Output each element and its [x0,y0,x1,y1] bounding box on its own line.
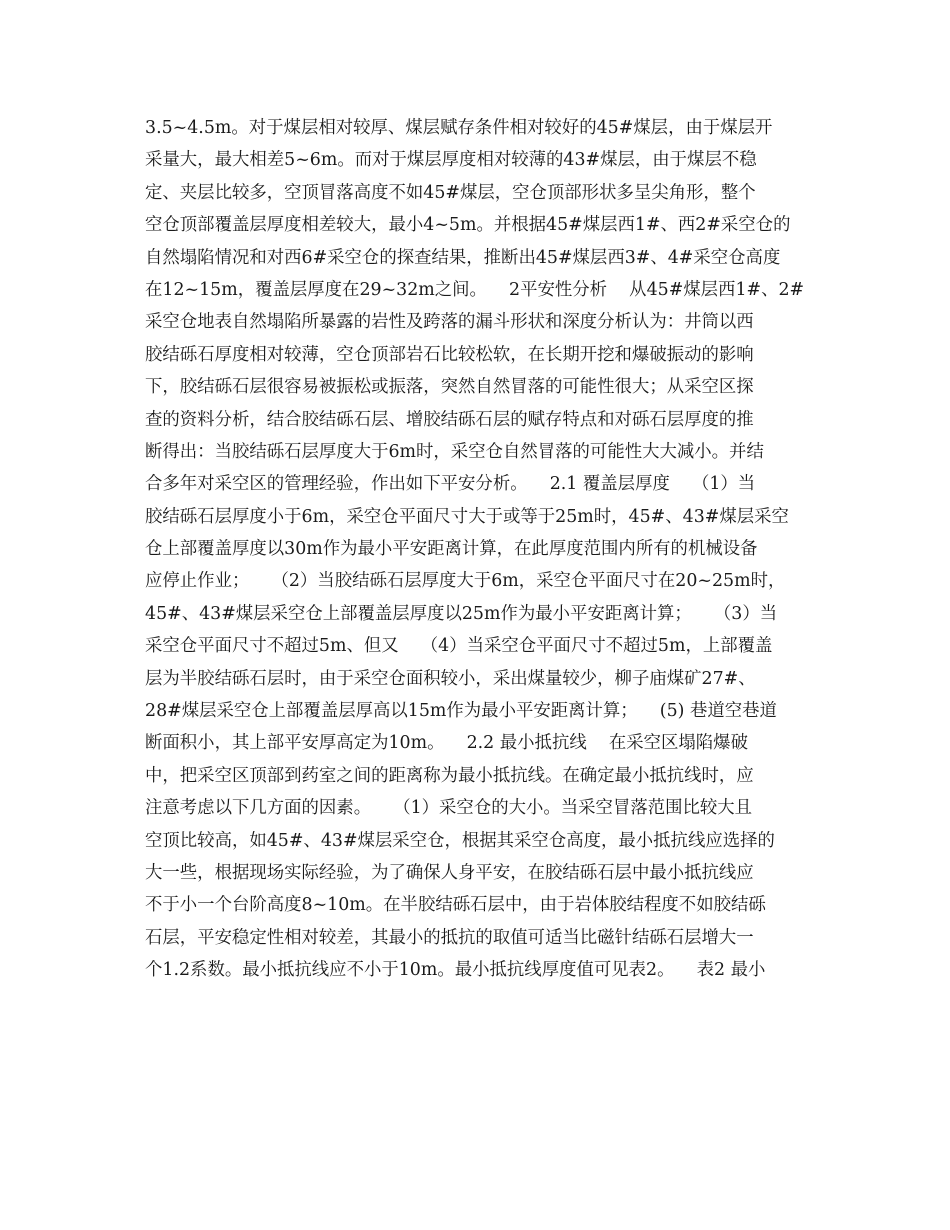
text-line: 中，把采空区顶部到药室之间的距离称为最小抵抗线。在确定最小抵抗线时，应 [145,765,754,786]
text-line: 定、夹层比较多，空顶冒落高度不如45#煤层，空仓顶部形状多呈尖角形，整个 [145,182,756,203]
text-line: 应停止作业； （2）当胶结砾石层厚度大于6m，采空仓平面尺寸在20~25m时， [145,571,786,592]
text-line: 不于小一个台阶高度8~10m。在半胶结砾石层中，由于岩体胶结程度不如胶结砾 [145,895,766,916]
text-line: 仓上部覆盖厚度以30m作为最小平安距离计算，在此厚度范围内所有的机械设备 [145,539,758,560]
text-line: 断得出：当胶结砾石层厚度大于6m时，采空仓自然冒落的可能性大大减小。并结 [145,441,764,462]
text-line: 胶结砾石厚度相对较薄，空仓顶部岩石比较松软，在长期开挖和爆破振动的影响 [145,344,754,365]
text-line: 注意考虑以下几方面的因素。 （1）采空仓的大小。当采空冒落范围比较大且 [145,798,753,819]
text-line: 石层，平安稳定性相对较差，其最小的抵抗的取值可适当比磁针结砾石层增大一 [145,927,754,948]
text-line: 采空仓地表自然塌陷所暴露的岩性及跨落的漏斗形状和深度分析认为：井筒以西 [145,312,754,333]
text-line: 空顶比较高，如45#、43#煤层采空仓，根据其采空仓高度，最小抵抗线应选择的 [145,830,775,851]
text-line: 采量大，最大相差5~6m。而对于煤层厚度相对较薄的43#煤层，由于煤层不稳 [145,150,757,171]
text-line: 自然塌陷情况和对西6#采空仓的探查结果，推断出45#煤层西3#、4#采空仓高度 [145,247,781,268]
text-line: 28#煤层采空仓上部覆盖层厚高以15m作为最小平安距离计算； (5) 巷道空巷道 [145,701,777,722]
text-line: 3.5~4.5m。对于煤层相对较厚、煤层赋存条件相对较好的45#煤层，由于煤层开 [145,118,773,138]
text-line: 空仓顶部覆盖层厚度相差较大，最小4~5m。并根据45#煤层西1#、西2#采空仓的 [145,215,791,236]
text-line: 胶结砾石层厚度小于6m，采空仓平面尺寸大于或等于25m时，45#、43#煤层采空 [145,506,789,527]
text-line: 个1.2系数。最小抵抗线应不小于10m。最小抵抗线厚度值可见表2。 表2 最小 [145,960,766,981]
text-line: 层为半胶结砾石层时，由于采空仓面积较小，采出煤量较少，柳子庙煤矿27#、 [145,668,756,689]
text-line: 在12~15m，覆盖层厚度在29~32m之间。 2平安性分析 从45#煤层西1#、2# [145,279,805,300]
text-line: 大一些，根据现场实际经验，为了确保人身平安，在胶结砾石层中最小抵抗线应 [145,862,754,883]
body-text [145,112,810,987]
text-line: 采空仓平面尺寸不超过5m、但又 （4）当采空仓平面尺寸不超过5m，上部覆盖 [145,636,773,657]
text-line: 查的资料分析，结合胶结砾石层、增胶结砾石层的赋存特点和对砾石层厚度的推 [145,409,754,430]
text-line: 45#、43#煤层采空仓上部覆盖层厚度以25m作为最小平安距离计算； （3）当 [145,603,778,624]
text-line: 下，胶结砾石层很容易被振松或振落，突然自然冒落的可能性很大；从采空区探 [145,377,754,398]
text-line: 断面积小，其上部平安厚高定为10m。 2.2 最小抵抗线 在采空区塌陷爆破 [145,733,748,754]
text-line: 合多年对采空区的管理经验，作出如下平安分析。 2.1 覆盖层厚度 （1）当 [145,474,756,495]
